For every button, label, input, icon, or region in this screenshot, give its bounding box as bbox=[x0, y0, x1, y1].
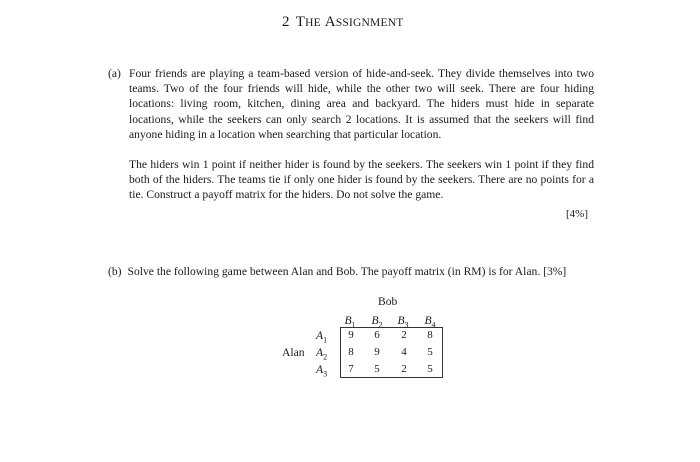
matrix-cell-a3-b2: 5 bbox=[374, 363, 380, 375]
part-b-label: (b) bbox=[108, 265, 122, 278]
row-header-a1 bbox=[316, 329, 327, 344]
matrix-cell-a1-b2: 6 bbox=[374, 329, 380, 341]
section-number: 2 bbox=[282, 14, 290, 30]
column-header-b4 bbox=[420, 314, 440, 329]
column-header-letter: B bbox=[371, 314, 379, 327]
column-header-letter: B bbox=[424, 314, 432, 327]
row-header-a3 bbox=[316, 363, 327, 378]
column-header-b1 bbox=[340, 314, 360, 329]
column-header-index: 1 bbox=[351, 320, 356, 330]
matrix-cell-a2-b4: 5 bbox=[427, 346, 433, 358]
row-header-letter: A bbox=[316, 363, 324, 376]
part-a-label: (a) bbox=[108, 67, 121, 80]
matrix-border bbox=[340, 327, 443, 378]
part-a-paragraph-1: Four friends are playing a team-based version of hide-and-seek. They divide themselves into two teams. Two of the four friends will hide, while the other two will seek. There are four hiding locations: living room, kitchen, dining area and backyard. The hiders must hide in separate locations, while the seekers can only search 2 locations. It is assumed that the seekers will find anyone hiding in a location when searching that particular location. bbox=[129, 67, 594, 141]
column-header-b2 bbox=[367, 314, 387, 329]
title-word-ssignment: SSIGNMENT bbox=[335, 17, 404, 29]
row-header-index: 1 bbox=[323, 335, 328, 345]
row-header-index: 2 bbox=[323, 352, 328, 362]
title-initial-t: T bbox=[295, 14, 306, 30]
row-header-letter: A bbox=[316, 329, 324, 342]
column-header-index: 2 bbox=[378, 320, 383, 330]
column-player-label: Bob bbox=[378, 295, 398, 308]
matrix-cell-a3-b1: 7 bbox=[348, 363, 354, 375]
column-header-letter: B bbox=[397, 314, 405, 327]
title-word-he: HE bbox=[305, 17, 321, 29]
column-header-index: 3 bbox=[404, 320, 409, 330]
matrix-cell-a3-b4: 5 bbox=[427, 363, 433, 375]
matrix-cell-a2-b3: 4 bbox=[401, 346, 407, 358]
row-header-index: 3 bbox=[323, 369, 328, 379]
matrix-cell-a3-b3: 2 bbox=[401, 363, 407, 375]
column-header-b3 bbox=[393, 314, 413, 329]
matrix-cell-a2-b2: 9 bbox=[374, 346, 380, 358]
column-header-index: 4 bbox=[431, 320, 436, 330]
matrix-cell-a2-b1: 8 bbox=[348, 346, 354, 358]
row-player-label: Alan bbox=[282, 346, 305, 359]
matrix-cell-a1-b4: 8 bbox=[427, 329, 433, 341]
part-b-text: Solve the following game between Alan and Bob. The payoff matrix (in RM) is for Alan. [3%] bbox=[127, 265, 567, 278]
part-a-marks: [4%] bbox=[566, 208, 588, 220]
column-header-letter: B bbox=[344, 314, 352, 327]
question-part-b bbox=[108, 264, 594, 279]
row-header-a2 bbox=[316, 346, 327, 361]
question-part-a bbox=[108, 66, 594, 203]
matrix-cell-a1-b1: 9 bbox=[348, 329, 354, 341]
row-header-letter: A bbox=[316, 346, 324, 359]
title-initial-a: A bbox=[324, 14, 336, 30]
part-a-paragraph-2: The hiders win 1 point if neither hider is found by the seekers. The seekers win 1 point if they find both of the hiders. The teams tie if only one hider is found by the seekers. There are no points for a tie. Construct a payoff matrix for the hiders. Do not solve the game. bbox=[129, 158, 594, 202]
section-heading bbox=[282, 14, 403, 31]
matrix-cell-a1-b3: 2 bbox=[401, 329, 407, 341]
